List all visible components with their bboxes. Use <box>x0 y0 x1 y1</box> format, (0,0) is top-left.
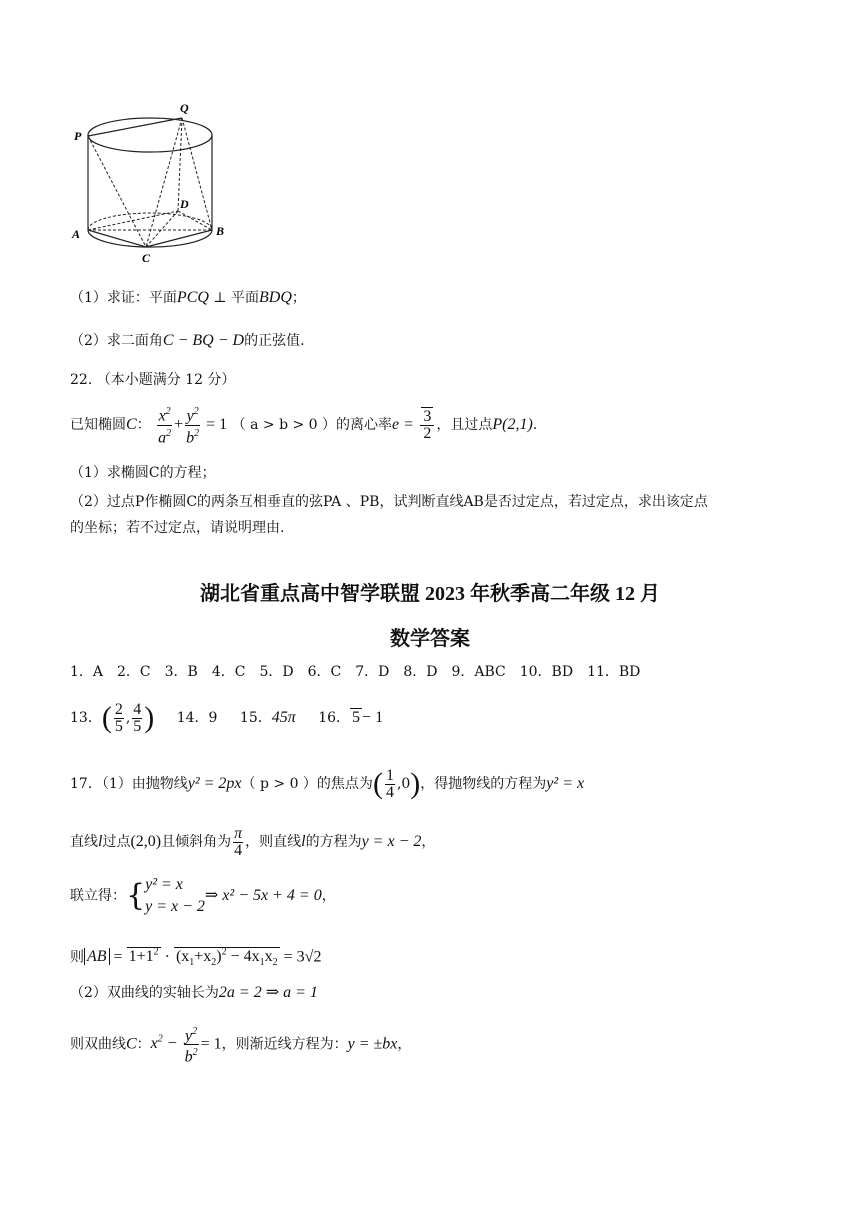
answers-title: 湖北省重点高中智学联盟 2023 年秋季高二年级 12 月 <box>200 583 660 605</box>
answers-subtitle: 数学答案 <box>390 628 470 650</box>
q22-stem: 已知椭圆C： $\frac{x^2}{a^2}$ + $\frac{y^2}{b^2}$ = 1 （ a > b > 0 ）的离心率e = $\frac{3}{2}$ ，且过点P(2,1). <box>70 406 538 446</box>
label-Q: Q <box>180 101 189 115</box>
q17-line2: 直线l过点(2,0)且倾斜角为 $\frac{\pi}{4}$ ，则直线l的方程为y = x − 2， <box>70 824 436 859</box>
q17-line1: 17．（1）由抛物线y² = 2px（ p > 0 ）的焦点为( $\frac{1}{4}$ ,0)，得抛物线的方程为y² = x <box>70 766 585 801</box>
label-C: C <box>142 251 151 265</box>
q17-line4: 则 AB = $1+1^2 \cdot (x_1+x_2)^2 - 4x_1x_2 = 3√2$ <box>70 947 322 969</box>
label-P: P <box>74 129 82 143</box>
mc-answers: 1．A 2．C 3．B 4．C 5．D 6．C 7．D 8．D 9．ABC 10．BD 11．BD <box>70 664 641 680</box>
q17-line5: （2）双曲线的实轴长为2a = 2 ⇒ a = 1 <box>70 984 318 1001</box>
q22-header: 22. （本小题满分 12 分） <box>70 372 236 388</box>
label-A: A <box>72 227 81 241</box>
q22-part1: （1）求椭圆C的方程； <box>70 465 216 481</box>
q21-part1: （1）求证：平面PCQ ⊥ 平面BDQ； <box>70 289 306 306</box>
q17-line6: 则双曲线C：$x^2$ − $\frac{y^2}{b^2}$ = 1，则渐近线方程为：y = ±bx， <box>70 1025 412 1066</box>
fill-answers: 13．( $\frac{2}{5}$ , $\frac{4}{5}$ ) 14．9 15．45π 16． 5 − 1 <box>70 700 384 735</box>
q22-part2-line2: 的坐标；若不过定点，请说明理由. <box>70 520 285 536</box>
q21-part2: （2）求二面角C − BQ − D的正弦值. <box>70 332 305 349</box>
label-D: D <box>180 197 189 211</box>
q17-line3: 联立得：{ y² = x y = x − 2 ⇒ x² − 5x + 4 = 0， <box>70 876 336 915</box>
label-B: B <box>216 224 225 238</box>
cylinder-figure <box>66 100 236 270</box>
q22-part2-line1: （2）过点P作椭圆C的两条互相垂直的弦PA 、PB，试判断直线AB是否过定点，若过定点，求出该定点 <box>70 494 708 510</box>
